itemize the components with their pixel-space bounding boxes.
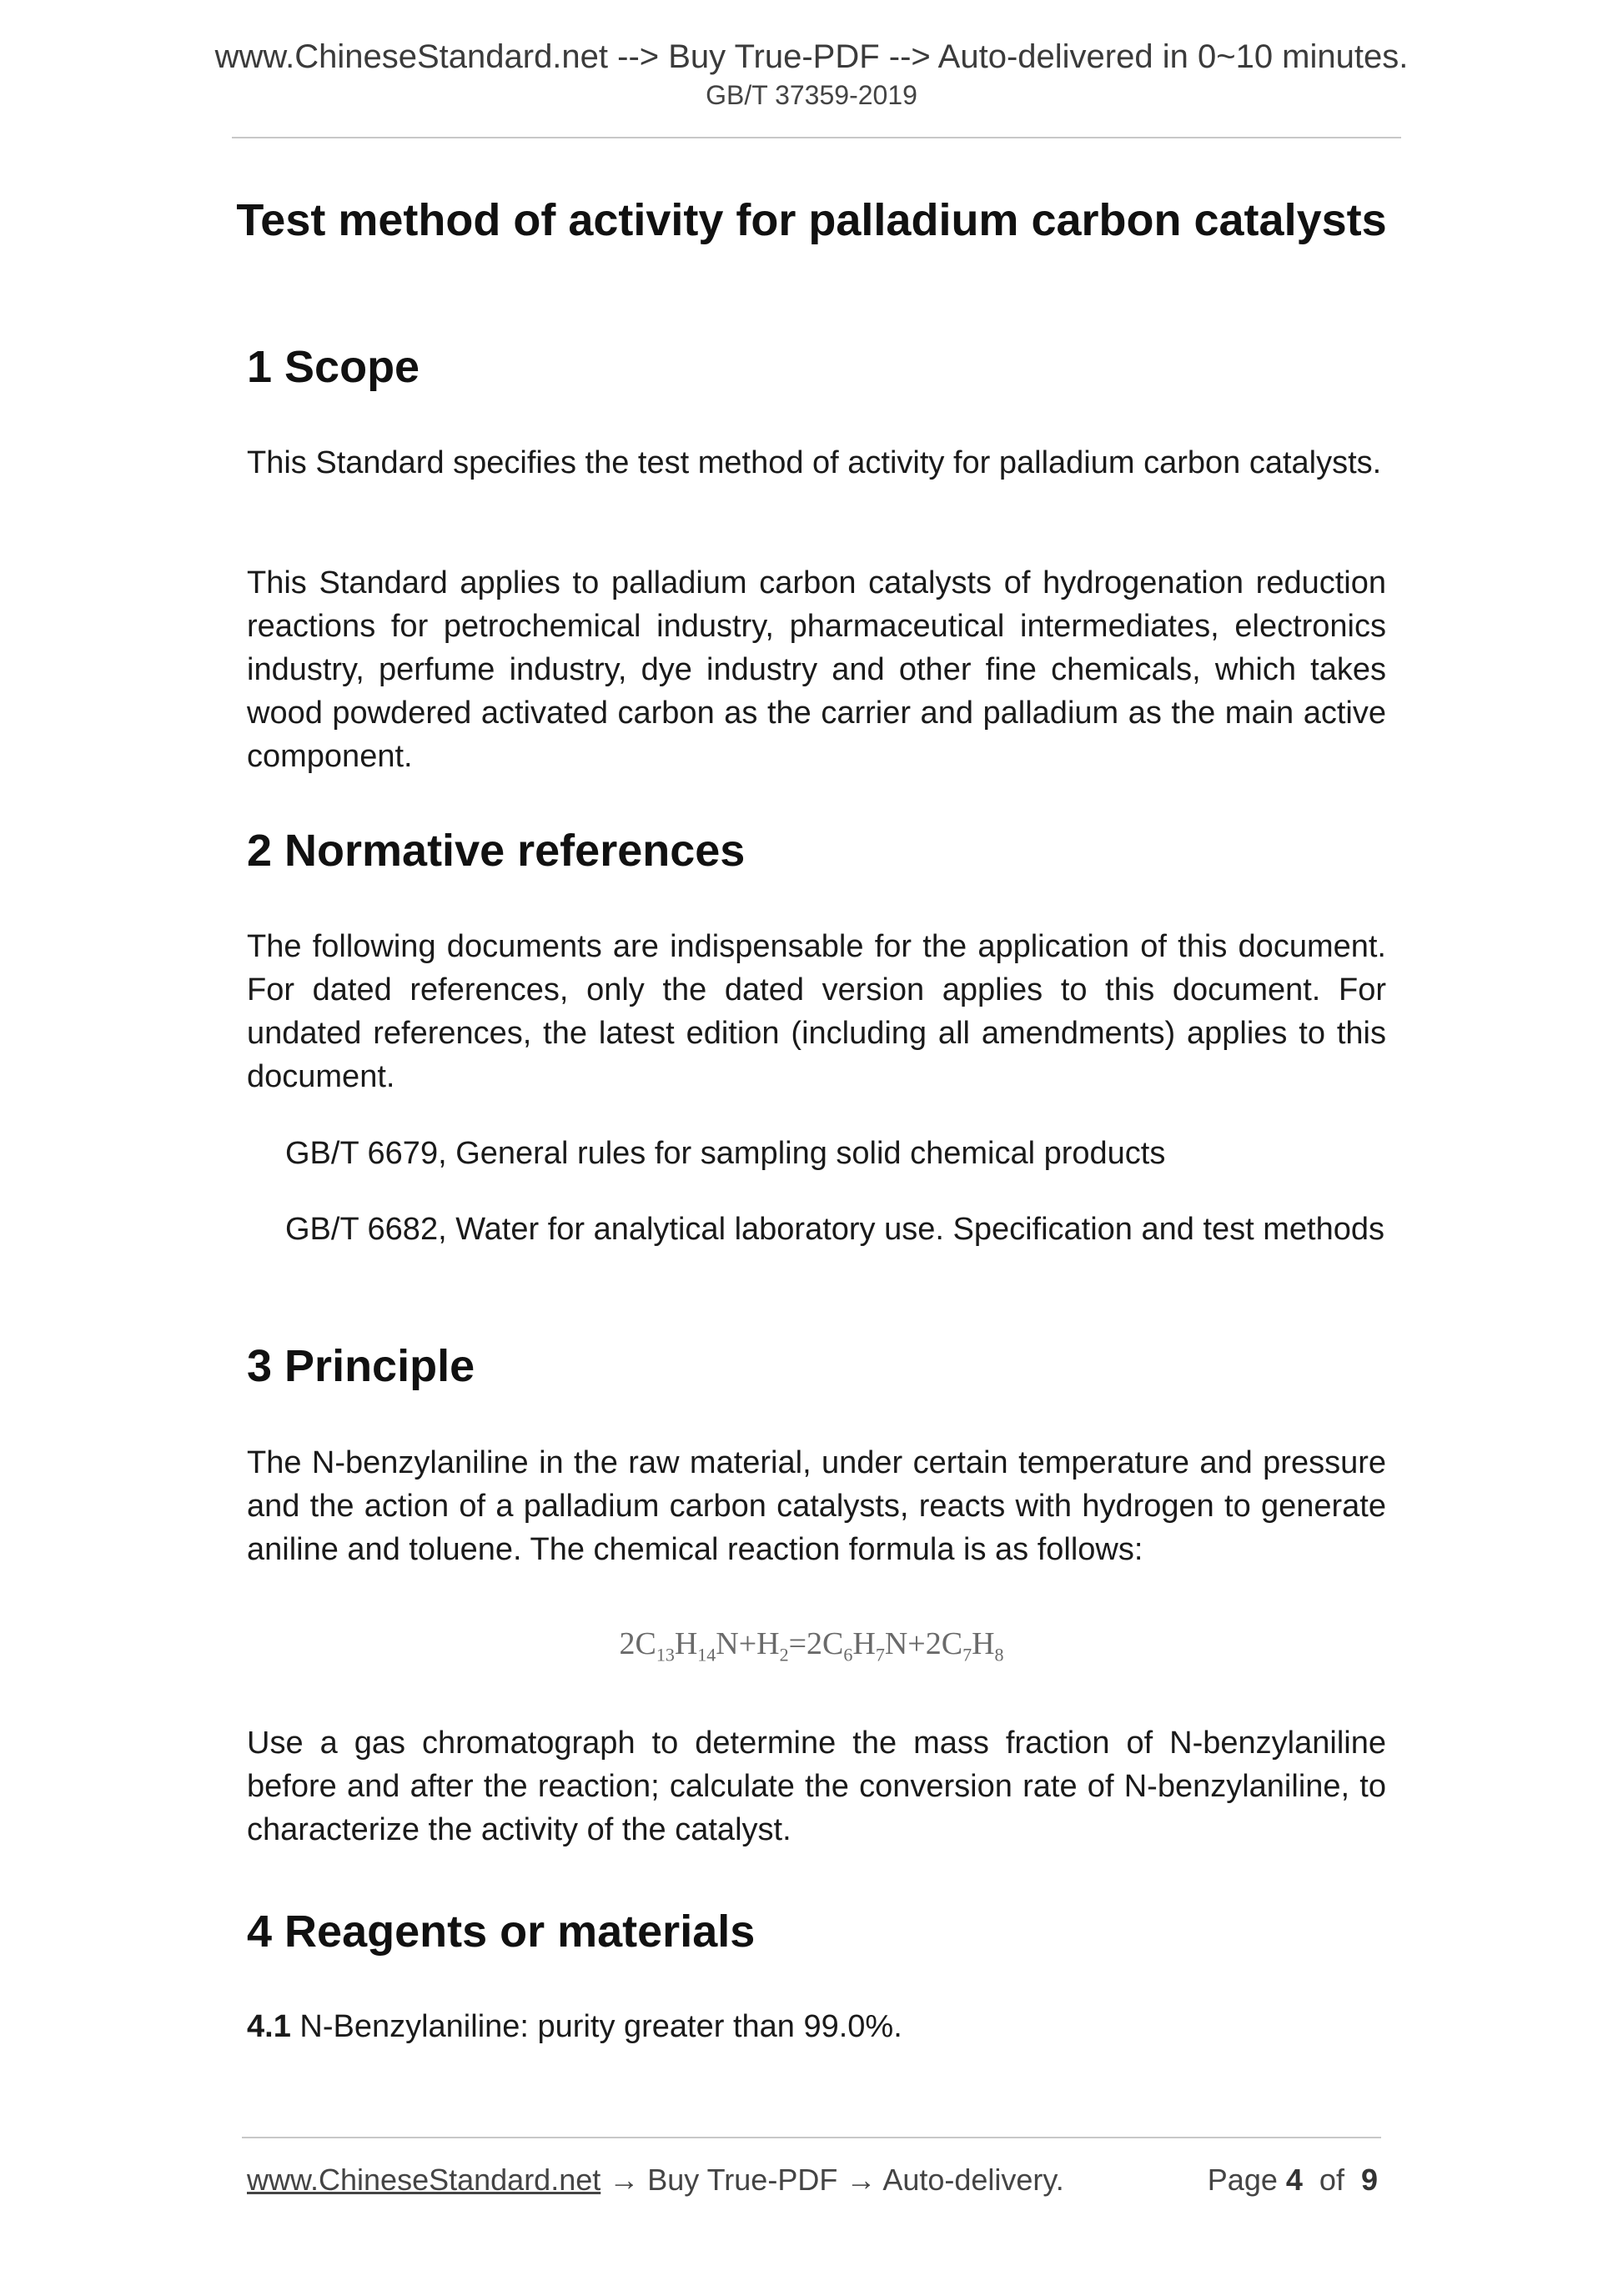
footer-divider <box>242 2137 1381 2138</box>
reagent-item <box>247 2005 1386 2048</box>
header-divider <box>232 137 1401 138</box>
section-heading-principle: 3 Principle <box>247 1341 475 1391</box>
footer-link[interactable]: www.ChineseStandard.net <box>247 2163 601 2197</box>
reaction-formula: $2C_{13}H_{14}N+H_2=2C_6H_7N+2C_7H_8$ <box>619 1626 1004 1665</box>
section-heading-scope: 1 Scope <box>247 342 420 392</box>
section-heading-reagents: 4 Reagents or materials <box>247 1907 756 1957</box>
scope-paragraph-2: This Standard applies to palladium carbon catalysts of hydrogenation reduction reactions for petrochemical industry, pharmaceutical intermediates, electronics industry, perfume industry, dye industry and other fine chemicals, which takes wood powdered activated carbon as the carrier and palladium as the main active component. <box>247 565 1386 774</box>
page-indicator: Page 4 of 9 <box>1207 2163 1378 2197</box>
reference-item: GB/T 6679, General rules for sampling solid chemical products <box>285 1136 1166 1171</box>
principle-paragraph-1: The N-benzylaniline in the raw material, under certain temperature and pressure and the action of a palladium carbon catalysts, reacts with hydrogen to generate aniline and toluene. The chemical reaction formula is as follows: <box>247 1445 1386 1567</box>
total-pages: 9 <box>1360 2163 1378 2197</box>
current-page: 4 <box>1285 2163 1303 2197</box>
reagent-item-text: N-Benzylaniline: purity greater than 99.0%. <box>299 2009 902 2044</box>
footer-promo <box>247 2162 1064 2198</box>
standard-code: GB/T 37359-2019 <box>706 80 917 110</box>
reference-item: GB/T 6682, Water for analytical laboratory use. Specification and test methods <box>285 1212 1385 1247</box>
site-banner[interactable]: www.ChineseStandard.net --> Buy True-PDF --> Auto-delivered in 0~10 minutes. <box>214 38 1409 75</box>
document-title: Test method of activity for palladium carbon catalysts <box>236 195 1387 245</box>
scope-paragraph-1: This Standard specifies the test method of activity for palladium carbon catalysts. <box>247 445 1382 480</box>
footer-link-suffix: → Buy True-PDF → Auto-delivery. <box>600 2163 1064 2197</box>
reagent-item-number: 4.1 <box>247 2009 291 2044</box>
section-heading-normative-references: 2 Normative references <box>247 826 746 876</box>
principle-paragraph-2: Use a gas chromatograph to determine the mass fraction of N-benzylaniline before and after the reaction; calculate the conversion rate of N-benzylaniline, to characterize the activity of the catalyst. <box>247 1726 1386 1847</box>
normative-references-intro: The following documents are indispensable for the application of this document. For dated references, only the dated version applies to this document. For undated references, the latest edition (including all amendments) applies to this document. <box>247 929 1386 1094</box>
